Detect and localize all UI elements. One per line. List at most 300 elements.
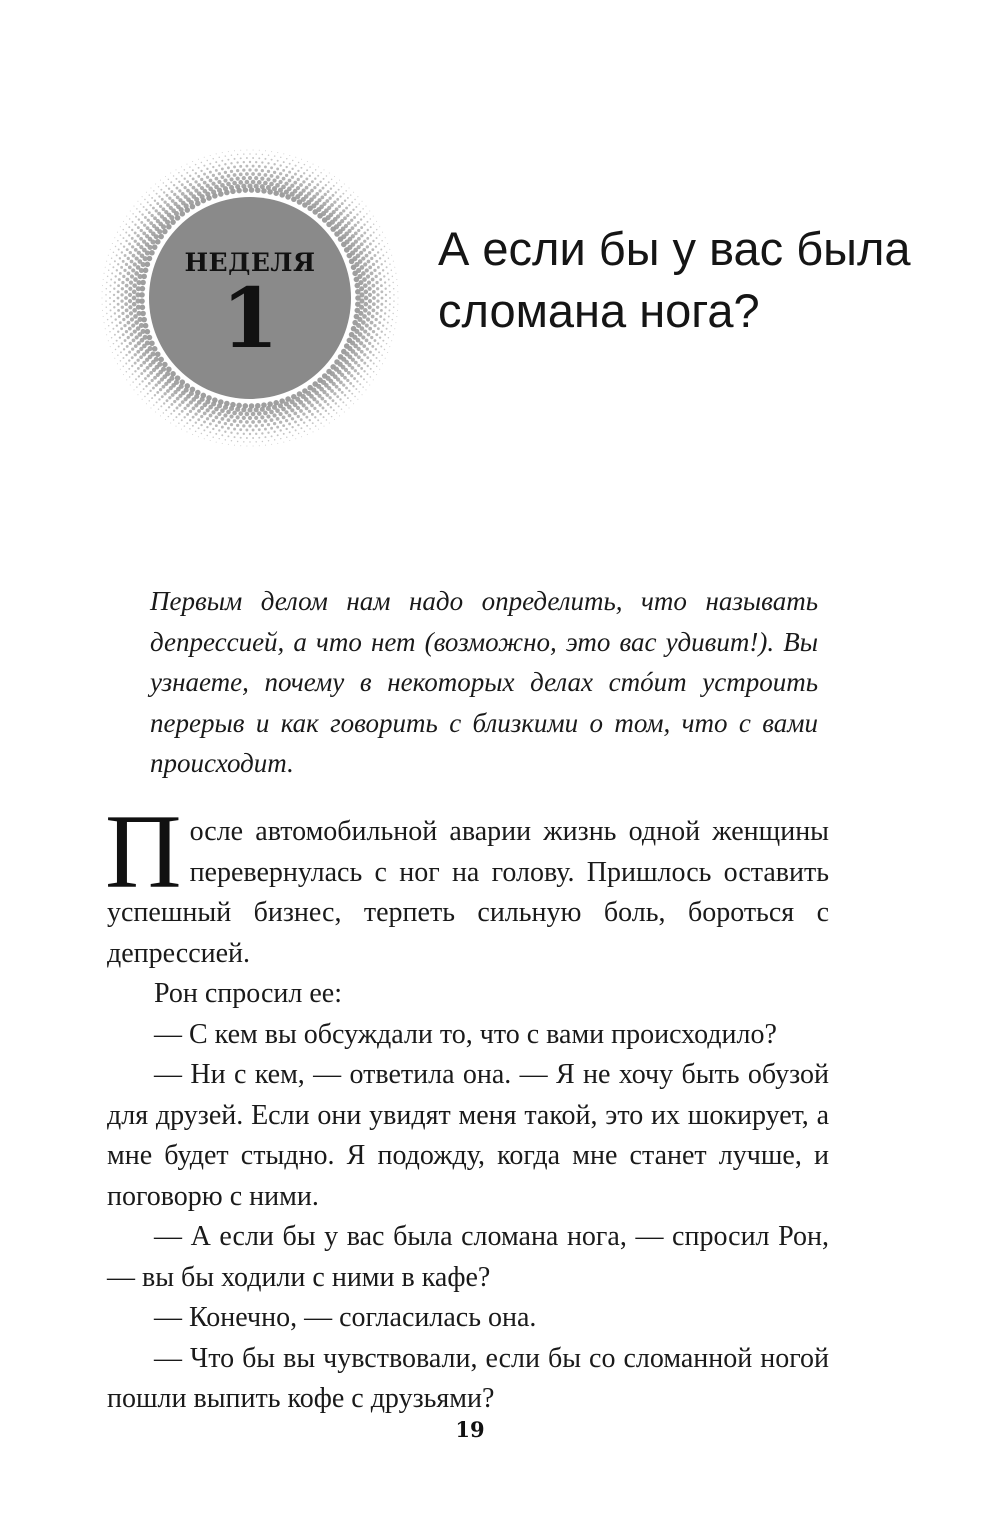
halo-dot [319,189,322,192]
halo-dot [212,166,214,168]
halo-dot [212,419,215,422]
halo-dot [336,198,339,201]
halo-dot [355,206,357,208]
halo-dot [339,212,343,216]
halo-dot [249,441,250,442]
body-paragraph: — А если бы у вас была сломана нога, — спросил Рон, — вы бы ходили с ними в кафе? [107,1221,829,1293]
halo-dot [280,157,281,158]
halo-dot [236,432,238,434]
halo-dot [237,441,238,442]
halo-dot [151,397,153,399]
halo-dot [228,151,229,152]
halo-dot [273,163,275,165]
halo-dot [284,410,288,414]
halo-dot [156,219,160,223]
halo-dot [352,209,354,211]
halo-dot [227,166,230,169]
halo-dot [207,435,208,436]
halo-dot [353,216,356,219]
halo-dot [254,416,258,420]
halo-dot [144,396,145,397]
halo-dot [271,444,272,445]
halo-dot [308,183,311,186]
halo-dot [146,403,147,404]
halo-dot [345,404,346,405]
halo-dot [142,399,143,400]
halo-dot [117,232,118,233]
halo-dot [233,428,236,431]
halo-dot [312,397,316,401]
halo-dot [181,175,183,177]
halo-dot [216,442,217,443]
halo-dot [384,246,385,247]
halo-dot [246,437,248,439]
halo-dot [236,161,238,163]
halo-dot [353,403,354,404]
halo-dot [307,400,311,404]
halo-dot [145,234,149,238]
halo-dot [192,186,196,190]
halo-dot [298,162,299,163]
halo-dot [350,194,351,195]
halo-dot [126,379,127,380]
halo-dot [160,405,162,407]
halo-dot [186,422,188,424]
halo-dot [339,415,340,416]
halo-dot [227,159,229,161]
halo-dot [178,189,181,192]
halo-dot [153,190,154,191]
halo-dot [209,423,212,426]
halo-dot [315,400,319,404]
halo-dot [234,436,236,438]
halo-dot [197,418,200,421]
halo-dot [148,229,152,233]
halo-dot [171,393,175,397]
halo-dot [367,221,369,223]
halo-dot [350,219,353,222]
halo-dot [203,165,205,167]
halo-dot [228,444,229,445]
halo-dot [165,419,166,420]
halo-dot [342,401,344,403]
halo-dot [142,196,143,197]
halo-dot [373,216,374,217]
halo-dot [269,182,274,187]
halo-dot [357,229,360,232]
halo-dot [243,433,245,435]
halo-dot [156,202,159,205]
halo-dot [270,166,273,169]
halo-dot [331,416,332,417]
halo-dot [241,407,246,412]
halo-dot [273,422,276,425]
halo-dot [279,172,282,175]
halo-dot [135,216,137,218]
halo-dot [334,176,335,177]
halo-dot [200,406,204,410]
halo-dot [186,189,190,193]
halo-dot [186,413,189,416]
halo-dot [328,181,330,183]
halo-dot [344,394,346,396]
halo-dot [342,384,345,387]
halo-dot [264,428,267,431]
halo-dot [162,385,166,389]
halo-dot [248,424,251,427]
halo-dot [137,367,140,370]
halo-dot [330,389,334,393]
halo-dot [253,445,254,446]
halo-dot [245,412,250,417]
halo-dot [226,182,231,187]
halo-dot [350,374,353,377]
halo-dot [356,380,358,382]
halo-dot [227,174,231,178]
halo-dot [158,195,160,197]
halo-dot [156,401,158,403]
halo-dot [161,198,164,201]
halo-dot [327,403,330,406]
halo-dot [323,178,325,180]
halo-dot [148,382,151,385]
halo-dot [308,410,311,413]
halo-dot [365,389,366,390]
halo-dot [333,201,336,204]
halo-dot [184,425,185,426]
halo-dot [359,383,361,385]
halo-dot [366,381,367,382]
halo-dot [339,398,341,400]
halo-dot [322,187,325,190]
halo-dot [343,216,347,220]
halo-dot [327,386,331,390]
halo-dot [322,202,326,206]
halo-dot [125,363,127,365]
halo-dot [169,386,173,390]
halo-dot [236,415,240,419]
halo-dot [277,152,278,153]
halo-dot [317,175,319,177]
halo-dot [192,177,195,180]
halo-dot [370,218,371,219]
halo-dot [267,423,270,426]
halo-dot [197,175,200,178]
halo-dot [264,158,266,160]
halo-dot [266,177,270,181]
halo-dot [136,208,137,209]
halo-dot [153,404,154,405]
halo-dot [276,426,279,429]
halo-dot [209,179,213,183]
halo-dot [282,177,286,181]
halo-dot [381,240,382,241]
halo-dot [164,210,168,214]
halo-dot [316,183,319,186]
halo-dot [163,412,164,413]
drop-cap: П [105,793,182,910]
halo-dot [264,436,266,438]
halo-dot [197,183,201,187]
halo-dot [215,169,218,172]
halo-dot [149,390,151,392]
halo-dot [273,431,275,433]
halo-dot [240,157,242,159]
halo-dot [313,407,316,410]
halo-dot [147,393,149,395]
halo-dot [333,409,335,411]
halo-dot [123,366,124,367]
halo-dot [268,154,269,155]
halo-dot [158,186,159,187]
halo-dot [378,243,380,245]
halo-dot [257,411,262,416]
halo-dot [322,390,326,394]
halo-dot [234,158,236,160]
halo-dot [283,153,284,154]
halo-dot [257,172,261,176]
halo-dot [189,410,192,413]
halo-dot [136,242,140,246]
halo-dot [201,433,202,434]
halo-dot [324,193,327,196]
halo-dot [140,221,143,224]
halo-dot [134,362,137,365]
halo-dot [195,422,197,424]
halo-dot [263,181,268,186]
halo-dot [357,364,360,367]
halo-dot [297,415,300,418]
halo-dot [267,432,269,434]
halo-dot [183,407,186,410]
halo-dot [251,172,255,176]
halo-dot [334,419,335,420]
halo-dot [282,169,285,172]
halo-dot [170,190,173,193]
halo-dot [198,436,199,437]
halo-dot [305,186,309,190]
halo-dot [325,393,329,397]
halo-dot [318,429,319,430]
halo-dot [158,234,164,240]
halo-dot [176,397,180,401]
week-badge [100,148,400,448]
halo-dot [348,204,350,206]
halo-dot [338,205,341,208]
halo-dot [239,420,243,424]
halo-dot [156,391,159,394]
halo-dot [376,221,377,222]
halo-dot [134,231,137,234]
halo-dot [354,240,358,244]
halo-dot [141,213,143,215]
halo-dot [325,410,327,412]
halo-dot [178,422,179,423]
halo-dot [312,172,314,174]
halo-dot [123,229,124,230]
halo-dot [254,176,258,180]
halo-dot [281,407,286,412]
halo-dot [314,416,316,418]
halo-dot [165,176,166,177]
halo-dot [178,403,181,406]
halo-dot [184,397,188,401]
halo-dot [184,416,186,418]
halo-dot [274,439,275,440]
halo-dot [200,424,202,426]
halo-dot [255,153,256,154]
halo-dot [215,424,218,427]
halo-dot [176,407,179,410]
halo-dot [192,434,193,435]
halo-dot [218,164,220,166]
halo-dot [302,180,305,183]
halo-dot [335,402,337,404]
halo-dot [230,170,233,173]
halo-dot [310,404,314,408]
halo-dot [264,165,267,168]
halo-dot [258,157,260,159]
halo-dot [165,409,167,411]
halo-dot [156,193,158,195]
halo-dot [169,206,173,210]
page-number: 19 [455,1417,485,1442]
halo-dot [209,431,211,433]
halo-dot [162,207,166,211]
halo-dot [147,374,150,377]
halo-dot [261,161,263,163]
halo-dot [233,165,236,168]
halo-dot [276,417,280,421]
halo-dot [163,191,165,193]
halo-dot [181,192,185,196]
halo-dot [271,159,273,161]
halo-dot [170,413,172,415]
halo-dot [152,207,155,210]
halo-dot [132,221,134,223]
halo-dot [189,175,191,177]
halo-dot [341,202,344,205]
halo-dot [223,178,227,182]
halo-dot [261,169,264,172]
halo-dot [189,419,191,421]
halo-dot [351,201,353,203]
halo-dot [143,224,146,227]
halo-dot [282,416,286,420]
halo-dot [288,423,291,426]
halo-dot [145,209,147,211]
halo-dot [338,405,340,407]
halo-dot [323,169,324,170]
halo-dot [317,419,319,421]
halo-dot [370,368,372,370]
halo-dot [221,417,225,421]
halo-dot [251,420,255,424]
halo-dot [140,364,143,367]
halo-dot [278,180,282,184]
halo-dot [273,400,279,406]
halo-dot [200,170,202,172]
halo-dot [336,412,337,413]
halo-dot [204,157,205,158]
halo-dot [203,412,207,416]
halo-dot [231,440,232,441]
halo-dot [295,165,297,167]
halo-dot [357,237,361,241]
halo-dot [339,195,341,197]
halo-dot [340,219,344,223]
halo-dot [363,216,365,218]
halo-dot [307,191,311,195]
halo-dot [143,369,146,372]
halo-dot [326,419,327,420]
halo-dot [351,226,355,230]
halo-dot [373,371,374,372]
halo-dot [194,412,197,415]
halo-dot [311,413,314,416]
halo-dot [230,162,232,164]
halo-dot [229,177,233,181]
halo-dot [162,229,168,235]
halo-dot [316,410,319,413]
halo-dot [219,438,220,439]
halo-dot [296,406,300,410]
halo-dot [370,376,371,377]
halo-dot [150,407,151,408]
halo-dot [209,414,213,418]
halo-dot [336,395,339,398]
halo-dot [236,177,240,181]
halo-dot [247,407,252,412]
halo-dot [173,184,175,186]
halo-dot [347,197,349,199]
halo-dot [376,237,378,239]
halo-dot [173,400,176,403]
halo-dot [345,190,346,191]
halo-dot [291,426,293,428]
halo-dot [170,181,172,183]
halo-dot [137,201,138,202]
halo-dot [333,185,335,187]
halo-dot [146,192,147,193]
halo-dot [291,176,294,179]
halo-dot [176,187,179,190]
halo-dot [376,374,377,375]
halo-dot [344,200,346,202]
halo-dot [218,172,221,175]
halo-dot [253,150,254,151]
halo-dot [309,166,310,167]
body-paragraph: Рон спросил ее: [154,978,342,1009]
halo-dot [211,182,215,186]
halo-dot [302,189,306,193]
halo-dot [131,237,134,240]
halo-dot [367,365,369,367]
halo-dot [329,197,332,200]
halo-dot [142,240,146,244]
halo-dot [354,369,357,372]
halo-dot [277,160,279,162]
halo-dot [373,379,374,380]
halo-dot [245,420,249,424]
halo-dot [178,198,182,202]
halo-dot [216,153,217,154]
halo-dot [362,386,363,387]
halo-dot [243,161,245,163]
halo-dot [232,411,237,416]
halo-dot [324,400,327,403]
halo-dot [128,226,130,228]
